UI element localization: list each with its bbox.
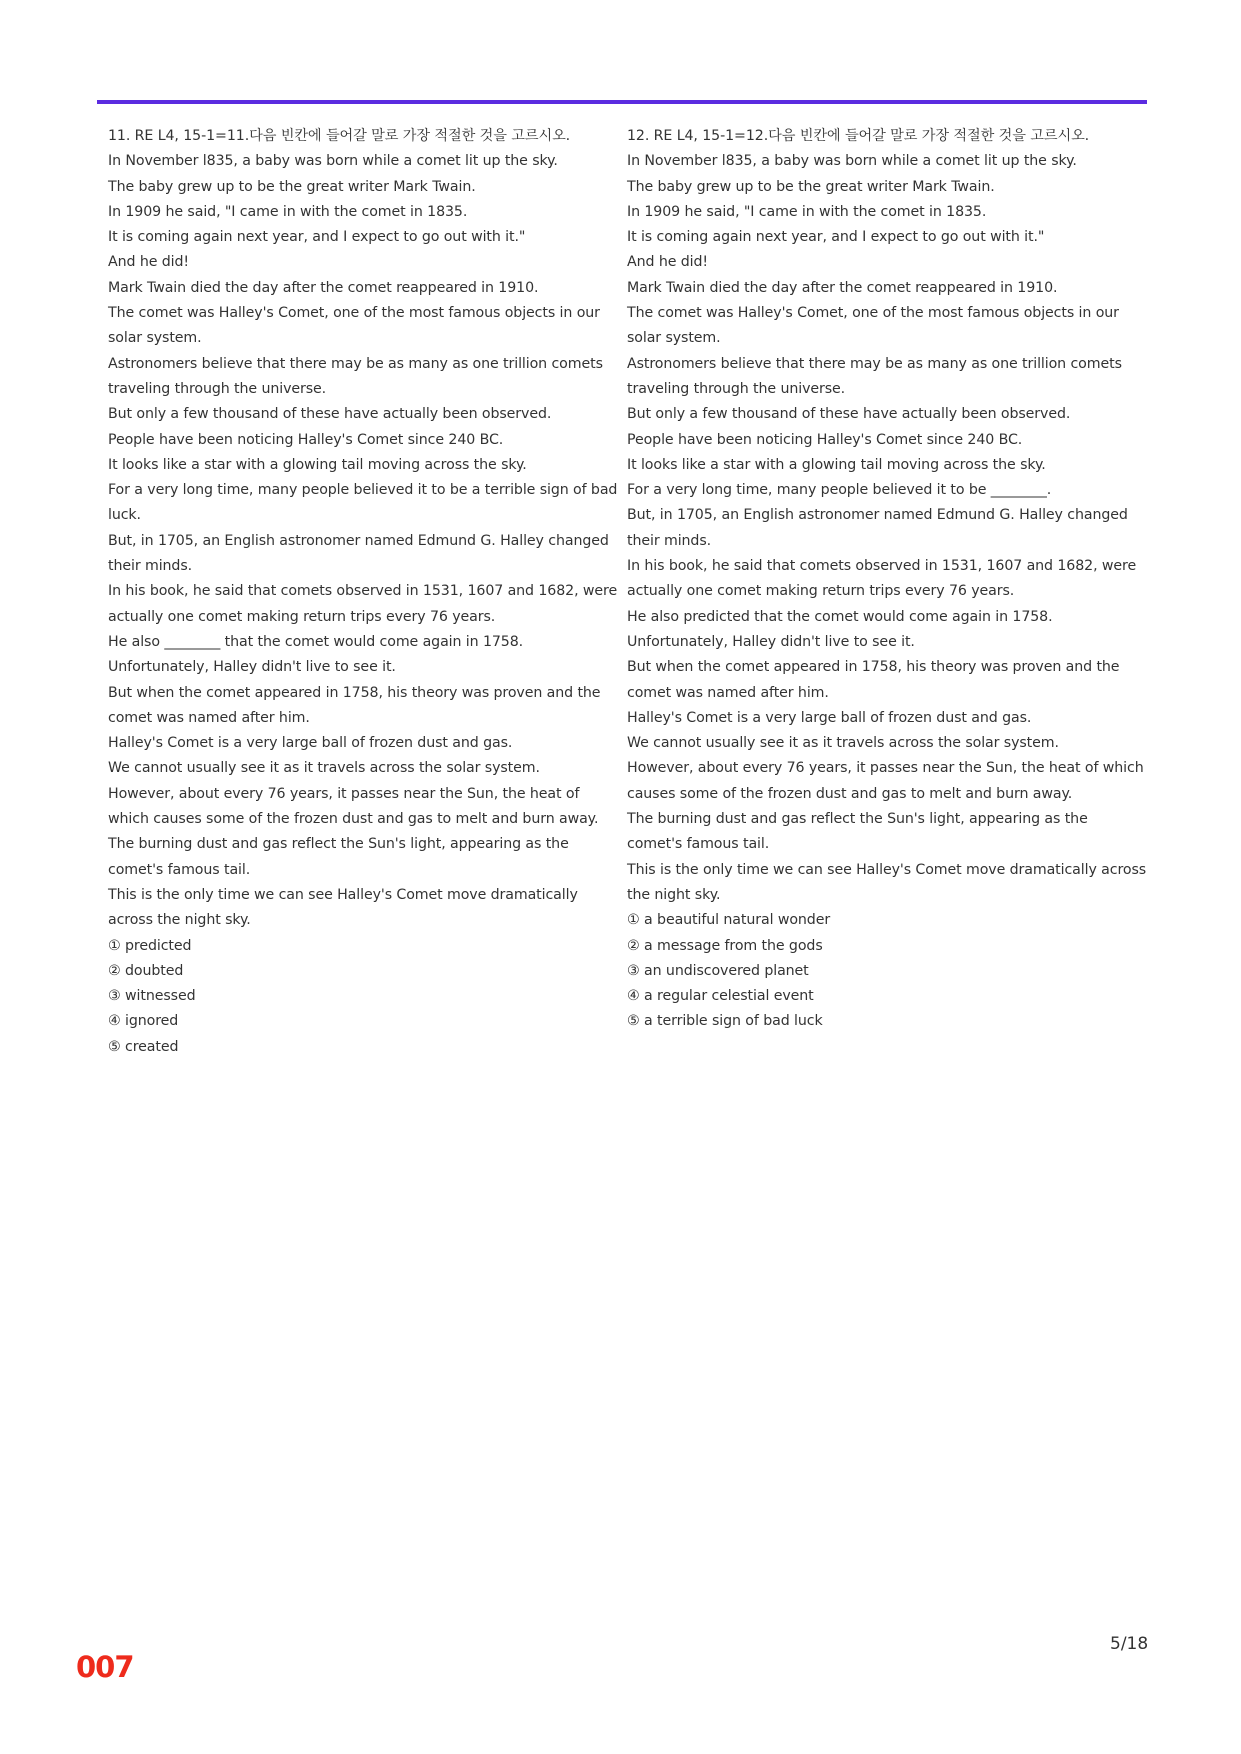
passage-line: In his book, he said that comets observed in 1531, 1607 and 1682, were actually one comet making return trips every 76 years. — [108, 583, 618, 625]
passage-line: In 1909 he said, "I came in with the comet in 1835. — [627, 203, 987, 220]
passage-line: However, about every 76 years, it passes near the Sun, the heat of which causes some of the frozen dust and gas to melt and burn away. — [108, 785, 599, 828]
passage-line: Mark Twain died the day after the comet reappeared in 1910. — [108, 279, 539, 296]
answer-choice-2[interactable]: ② doubted — [108, 962, 184, 979]
passage-line: This is the only time we can see Halley's Comet move dramatically across the night sky. — [627, 861, 1147, 903]
answer-choice-1[interactable]: ① a beautiful natural wonder — [627, 912, 831, 929]
question-header: 11. RE L4, 15-1=11.다음 빈칸에 들어갈 말로 가장 적절한 것을 고르시오. — [108, 128, 571, 144]
passage-line: He also predicted that the comet would come again in 1758. — [627, 608, 1053, 625]
page-number: 5/18 — [1110, 1634, 1149, 1654]
passage-line: This is the only time we can see Halley's Comet move dramatically across the night sky. — [108, 886, 578, 929]
answer-choice-2[interactable]: ② a message from the gods — [627, 937, 823, 954]
answer-choice-4[interactable]: ④ a regular celestial event — [627, 988, 814, 1005]
question-12 — [627, 124, 1147, 1035]
passage-line: And he did! — [627, 254, 708, 271]
passage-line: We cannot usually see it as it travels across the solar system. — [108, 760, 540, 777]
passage-line-with-blank: For a very long time, many people believed it to be ________. — [627, 482, 1052, 499]
document-id-label: 007 — [76, 1650, 134, 1684]
answer-choice-1[interactable]: ① predicted — [108, 937, 192, 954]
question-header: 12. RE L4, 15-1=12.다음 빈칸에 들어갈 말로 가장 적절한 것을 고르시오. — [627, 128, 1090, 144]
passage-line: Astronomers believe that there may be as many as one trillion comets traveling through the universe. — [627, 355, 1122, 397]
passage-line: The baby grew up to be the great writer Mark Twain. — [108, 178, 476, 195]
passage-line: It looks like a star with a glowing tail moving across the sky. — [108, 456, 527, 473]
top-rule — [97, 100, 1147, 104]
passage-line: It is coming again next year, and I expect to go out with it." — [627, 229, 1045, 246]
passage-line: But only a few thousand of these have actually been observed. — [627, 406, 1071, 423]
passage-line: But, in 1705, an English astronomer named Edmund G. Halley changed their minds. — [108, 532, 609, 575]
answer-choice-5[interactable]: ⑤ created — [108, 1038, 179, 1055]
passage-line: And he did! — [108, 254, 189, 271]
passage-line: In November l835, a baby was born while a comet lit up the sky. — [627, 153, 1077, 170]
passage-line: It is coming again next year, and I expect to go out with it." — [108, 229, 526, 246]
passage-line: We cannot usually see it as it travels across the solar system. — [627, 735, 1059, 752]
answer-choice-5[interactable]: ⑤ a terrible sign of bad luck — [627, 1013, 823, 1030]
answer-choice-3[interactable]: ③ witnessed — [108, 988, 196, 1005]
answer-choices — [627, 908, 1147, 1034]
passage-line-with-blank: He also ________ that the comet would come again in 1758. — [108, 633, 524, 650]
passage-line: It looks like a star with a glowing tail moving across the sky. — [627, 456, 1046, 473]
passage-line: Mark Twain died the day after the comet reappeared in 1910. — [627, 279, 1058, 296]
passage-line: People have been noticing Halley's Comet since 240 BC. — [108, 431, 504, 448]
passage-line: Halley's Comet is a very large ball of frozen dust and gas. — [108, 735, 513, 752]
passage — [108, 149, 620, 933]
passage-line: The comet was Halley's Comet, one of the most famous objects in our solar system. — [108, 305, 600, 347]
question-11 — [108, 124, 620, 1060]
passage-line: Unfortunately, Halley didn't live to see it. — [627, 633, 915, 650]
passage-line: The comet was Halley's Comet, one of the most famous objects in our solar system. — [627, 305, 1119, 347]
passage-line: People have been noticing Halley's Comet since 240 BC. — [627, 431, 1023, 448]
answer-choice-3[interactable]: ③ an undiscovered planet — [627, 962, 809, 979]
passage-line: The burning dust and gas reflect the Sun's light, appearing as the comet's famous tail. — [108, 836, 569, 878]
answer-choice-4[interactable]: ④ ignored — [108, 1013, 179, 1030]
passage — [627, 149, 1147, 908]
passage-line: Astronomers believe that there may be as many as one trillion comets traveling through the universe. — [108, 355, 603, 397]
passage-line: But when the comet appeared in 1758, his theory was proven and the comet was named after him. — [627, 659, 1120, 701]
passage-line: But only a few thousand of these have actually been observed. — [108, 406, 552, 423]
passage-line: But, in 1705, an English astronomer named Edmund G. Halley changed their minds. — [627, 507, 1128, 549]
passage-line: Halley's Comet is a very large ball of frozen dust and gas. — [627, 709, 1032, 726]
passage-line: In November l835, a baby was born while a comet lit up the sky. — [108, 153, 558, 170]
passage-line: The burning dust and gas reflect the Sun's light, appearing as the comet's famous tail. — [627, 811, 1088, 853]
passage-line: In 1909 he said, "I came in with the comet in 1835. — [108, 203, 468, 220]
passage-line: In his book, he said that comets observed in 1531, 1607 and 1682, were actually one comet making return trips every 76 years. — [627, 558, 1137, 600]
passage-line: The baby grew up to be the great writer Mark Twain. — [627, 178, 995, 195]
passage-line: But when the comet appeared in 1758, his theory was proven and the comet was named after him. — [108, 684, 601, 726]
passage-line: Unfortunately, Halley didn't live to see it. — [108, 659, 396, 676]
passage-line: For a very long time, many people believed it to be a terrible sign of bad luck. — [108, 482, 618, 524]
answer-choices — [108, 934, 620, 1060]
passage-line: However, about every 76 years, it passes near the Sun, the heat of which causes some of the frozen dust and gas to melt and burn away. — [627, 760, 1144, 802]
